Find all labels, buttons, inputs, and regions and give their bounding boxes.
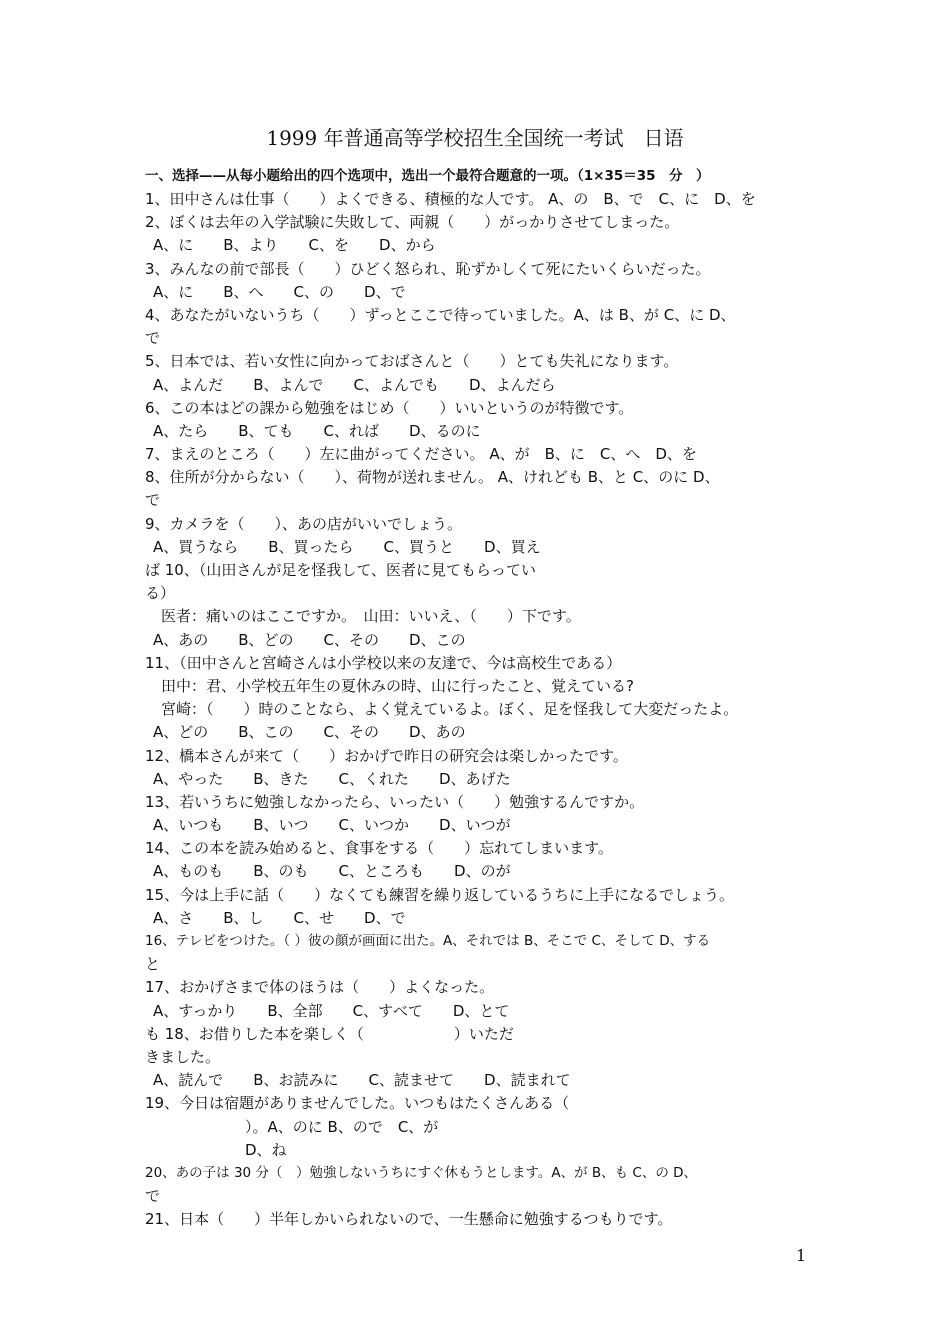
question-line: 2、ぼくは去年の入学試験に失敗して、両親（ ）がっかりさせてしまった。	[145, 213, 680, 232]
page-number: 1	[796, 1246, 807, 1265]
question-list	[145, 188, 820, 1231]
question-line: A、たら B、ても C、れば D、るのに	[153, 421, 481, 440]
question-line: A、すっかり B、全部 C、すべて D、とて	[153, 1001, 510, 1020]
question-line: A、やった B、きた C、くれた D、あげた	[153, 769, 511, 788]
question-line: 8、住所が分からない（ ）、荷物が送れません。 A、けれども B、と C、のに D、	[145, 468, 720, 487]
question-line: A、に B、より C、を D、から	[153, 236, 436, 255]
question-line: で	[145, 491, 161, 510]
question-line: 14、この本を読み始めると、食事をする（ ）忘れてしまいます。	[145, 839, 613, 858]
question-line: A、どの B、この C、その D、あの	[153, 723, 466, 742]
question-line: 13、若いうちに勉強しなかったら、いったい（ ）勉強するんですか。	[145, 792, 645, 811]
question-line: 11、（田中さんと宮崎さんは小学校以来の友達で、今は高校生である）	[145, 653, 622, 672]
question-line: A、ものも B、のも C、ところも D、のが	[153, 862, 511, 881]
question-line: A、よんだ B、よんで C、よんでも D、よんだら	[153, 375, 556, 394]
question-line: と	[145, 955, 161, 974]
question-line: 15、今は上手に話（ ）なくても練習を繰り返しているうちに上手になるでしょう。	[145, 885, 734, 904]
question-line: 5、日本では、若い女性に向かっておばさんと（ ）とても失礼になります。	[145, 352, 679, 371]
question-line: 4、あなたがいないうち（ ）ずっとここで待っていました。A、は B、が C、に D、	[145, 305, 736, 324]
question-line: 1、田中さんは仕事（ ）よくできる、積極的な人です。 A、の B、で C、に D、を	[145, 190, 756, 208]
question-line: A、に B、へ C、の D、で	[153, 282, 406, 301]
question-line: で	[145, 1187, 161, 1206]
section-heading: 一、选择——从每小题给出的四个选项中，选出一个最符合题意的一项。（1×35＝35 分 ）	[145, 168, 710, 184]
question-line: で	[145, 329, 161, 348]
question-line: 田中：君、小学校五年生の夏休みの時、山に行ったこと、覚えている?	[161, 676, 634, 695]
question-line: ）。A、のに B、ので C、が	[245, 1117, 439, 1136]
question-line: A、買うなら B、買ったら C、買うと D、買え	[153, 537, 541, 556]
question-line: 9、カメラを（ ）、あの店がいいでしょう。	[145, 514, 463, 533]
question-line: 7、まえのところ（ ）左に曲がってください。 A、が B、に C、へ D、を	[145, 445, 697, 464]
question-line: も 18、お借りした本を楽しく（ ）いただ	[145, 1024, 514, 1043]
question-line: A、あの B、どの C、その D、この	[153, 630, 466, 649]
question-line: 16、テレビをつけた。（ ）彼の顔が画面に出た。A、それでは B、そこで C、そして D、する	[145, 933, 711, 949]
question-line: 6、この本はどの課から勉強をはじめ（ ）いいというのが特徴です。	[145, 398, 634, 417]
question-line: A、さ B、し C、せ D、で	[153, 908, 406, 927]
question-line: る）	[145, 584, 176, 603]
question-line: 医者：痛いのはここですか。 山田：いいえ、（ ）下です。	[161, 607, 581, 626]
question-line: ば 10、（山田さんが足を怪我して、医者に見てもらってい	[145, 561, 537, 579]
question-line: 宮崎：（ ）時のことなら、よく覚えているよ。ぼく、足を怪我して大変だったよ。	[161, 700, 739, 719]
question-line: A、読んで B、お読みに C、読ませて D、読まれて	[153, 1071, 571, 1090]
question-line: D、ね	[245, 1140, 287, 1159]
question-line: きました。	[145, 1047, 221, 1066]
question-line: 17、おかげさまで体のほうは（ ）よくなった。	[145, 978, 495, 997]
document-title: 1999 年普通高等学校招生全国统一考试 日语	[266, 126, 684, 150]
question-line: 19、今日は宿題がありませんでした。いつもはたくさんある（	[145, 1094, 570, 1113]
question-line: 12、橋本さんが来て（ ）おかげで昨日の研究会は楽しかったです。	[145, 746, 628, 765]
question-line: A、いつも B、いつ C、いつか D、いつが	[153, 816, 511, 835]
question-line: 21、日本（ ）半年しかいられないので、一生懸命に勉強するつもりです。	[145, 1210, 673, 1229]
question-line: 20、あの子は 30 分（ ）勉強しないうちにすぐ休もうとします。A、が B、も C、の D、	[145, 1164, 698, 1181]
question-line: 3、みんなの前で部長（ ）ひどく怒られ、恥ずかしくて死にたいくらいだった。	[145, 259, 711, 278]
